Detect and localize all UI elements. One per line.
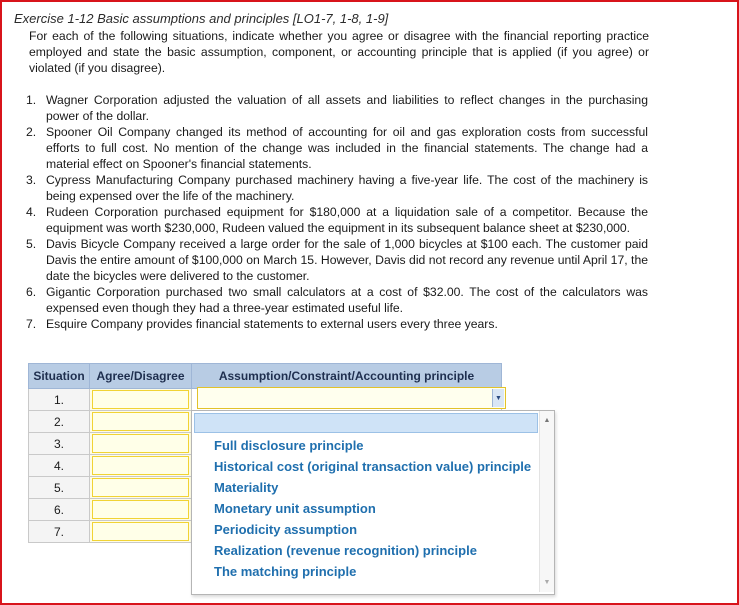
situation-text: Rudeen Corporation purchased equipment for $180,000 at a liquidation sale of a competitor. Because the equipment was worth $230,000, Rudeen valued the equipment in its subsequent balance sheet at $230,000. [46,205,648,235]
agree-disagree-cell [90,499,192,521]
principle-column-header: Assumption/Constraint/Accounting principle [192,364,502,389]
agree-disagree-cell [90,521,192,543]
agree-disagree-cell [90,455,192,477]
dropdown-option[interactable]: The matching principle [214,564,357,579]
agree-disagree-input[interactable] [92,434,189,453]
chevron-down-icon[interactable]: ▼ [492,389,504,407]
dropdown-option[interactable]: Full disclosure principle [214,438,364,453]
exercise-title: Exercise 1-12 Basic assumptions and principles [LO1-7, 1-8, 1-9] [14,11,389,26]
situation-text: Gigantic Corporation purchased two small calculators at a cost of $32.00. The cost of the calculators was expensed even though they had a three-year estimated useful life. [46,285,648,315]
agree-disagree-input[interactable] [92,456,189,475]
dropdown-blank-option[interactable] [194,413,538,433]
agree-disagree-cell [90,411,192,433]
dropdown-option[interactable]: Materiality [214,480,279,495]
agree-column-header: Agree/Disagree [90,364,192,389]
dropdown-option[interactable]: Monetary unit assumption [214,501,376,516]
situation-column-header: Situation [29,364,90,389]
situation-text: Wagner Corporation adjusted the valuation of all assets and liabilities to reflect changes in the purchasing power of the dollar. [46,93,648,123]
situation-text: Esquire Company provides financial statements to external users every three years. [46,317,498,331]
agree-disagree-input[interactable] [92,500,189,519]
agree-disagree-input[interactable] [92,478,189,497]
situation-item [26,172,648,204]
situation-list [26,92,648,332]
dropdown-scrollbar[interactable] [539,411,554,592]
row-number: 4. [29,455,90,477]
situation-item [26,204,648,236]
agree-disagree-input[interactable] [92,522,189,541]
agree-disagree-input[interactable] [92,390,189,409]
agree-disagree-cell [90,433,192,455]
situation-number: 3. [26,173,37,187]
situation-number: 2. [26,125,37,139]
dropdown-options [214,435,536,582]
row-number: 7. [29,521,90,543]
situation-item [26,124,648,172]
principle-select[interactable] [197,387,506,409]
answer-table-header [29,364,502,389]
agree-disagree-input[interactable] [92,412,189,431]
row-number: 1. [29,389,90,411]
row-number: 3. [29,433,90,455]
situation-item [26,92,648,124]
situation-number: 5. [26,237,37,251]
agree-disagree-cell [90,389,192,411]
situation-number: 7. [26,317,37,331]
situation-number: 4. [26,205,37,219]
row-number: 5. [29,477,90,499]
row-number: 2. [29,411,90,433]
dropdown-option[interactable]: Realization (revenue recognition) principle [214,543,477,558]
exercise-instructions: For each of the following situations, indicate whether you agree or disagree with the financial reporting practice employed and state the basic assumption, component, or accounting principle that is applied (if you agree) or violated (if you disagree). [29,29,649,75]
situation-text: Cypress Manufacturing Company purchased machinery having a five-year life. The cost of the machinery is being expensed over the life of the machinery. [46,173,648,203]
principle-dropdown-list [191,410,555,595]
situation-number: 6. [26,285,37,299]
scroll-up-icon[interactable]: ▲ [543,417,551,424]
situation-item [26,284,648,316]
scroll-down-icon[interactable]: ▼ [543,579,551,586]
situation-number: 1. [26,93,37,107]
row-number: 6. [29,499,90,521]
situation-item [26,316,648,332]
situation-item [26,236,648,284]
situation-text: Davis Bicycle Company received a large order for the sale of 1,000 bicycles at $100 each. The customer paid Davis the entire amount of $100,000 on March 15. However, Davis did not record any revenue until April 17, the date the bicycles were delivered to the customer. [46,237,648,283]
agree-disagree-cell [90,477,192,499]
dropdown-option[interactable]: Periodicity assumption [214,522,358,537]
dropdown-option[interactable]: Historical cost (original transaction value) principle [214,459,532,474]
situation-text: Spooner Oil Company changed its method of accounting for oil and gas exploration costs from successful efforts to full cost. No mention of the change was included in the financial statements. The change had a material effect on Spooner's financial statements. [46,125,648,171]
